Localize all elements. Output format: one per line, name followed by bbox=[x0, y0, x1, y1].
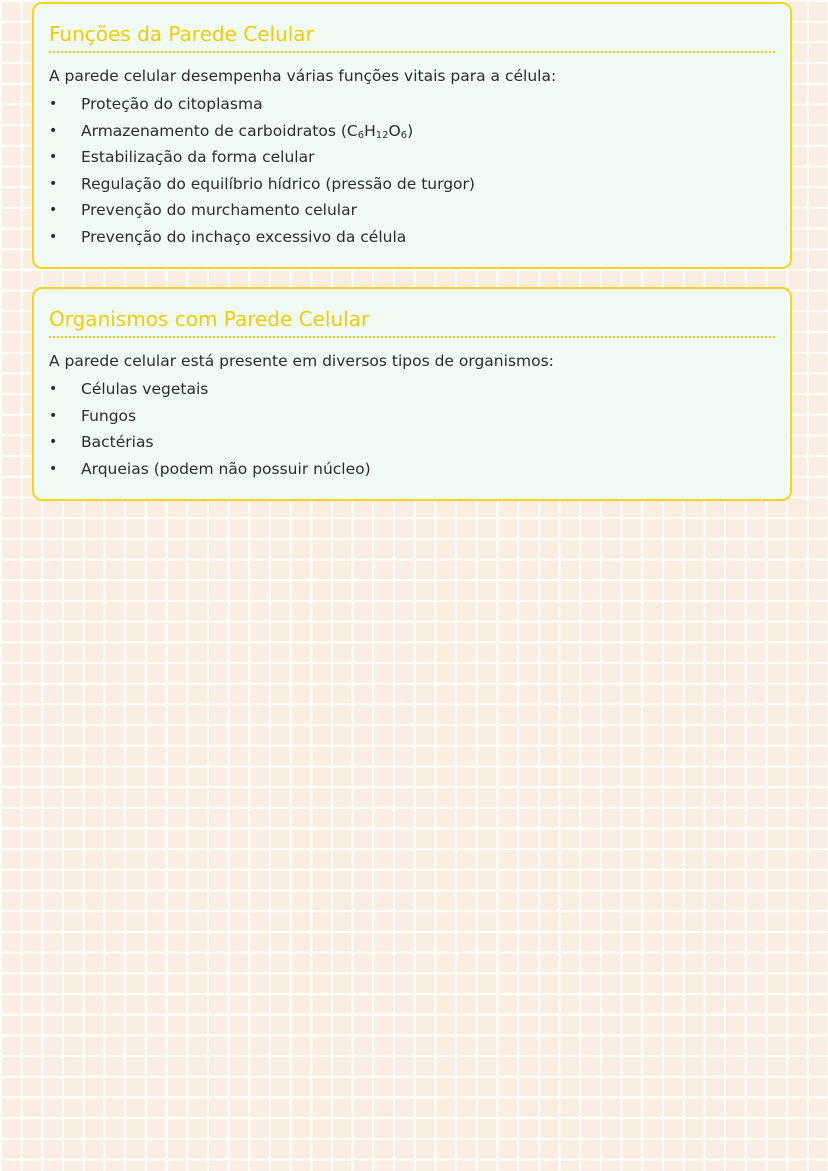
bullet-icon: • bbox=[49, 202, 58, 219]
bullet-icon: • bbox=[49, 381, 58, 397]
list-item-text: Regulação do equilíbrio hídrico (pressão de turgor) bbox=[81, 174, 475, 193]
functions-intro: A parede celular desempenha várias funções vitais para a célula: bbox=[49, 67, 557, 85]
bullet-icon: • bbox=[49, 460, 58, 477]
list-item-text: Proteção do citoplasma bbox=[81, 95, 263, 113]
organisms-title: Organismos com Parede Celular bbox=[49, 306, 775, 338]
list-item-text: Estabilização da forma celular bbox=[81, 148, 315, 167]
organisms-list bbox=[49, 376, 775, 482]
list-item-text: Células vegetais bbox=[81, 380, 209, 398]
functions-card bbox=[32, 2, 792, 269]
bullet-icon: • bbox=[49, 96, 58, 112]
bullet-icon: • bbox=[49, 407, 58, 424]
list-item bbox=[49, 118, 775, 145]
list-item bbox=[49, 197, 775, 224]
functions-title: Funções da Parede Celular bbox=[49, 21, 775, 53]
list-item-text: Fungos bbox=[81, 406, 137, 425]
bullet-icon: • bbox=[49, 228, 58, 245]
list-item bbox=[49, 376, 775, 403]
functions-list bbox=[49, 91, 775, 251]
list-item bbox=[49, 224, 775, 251]
organisms-card bbox=[32, 287, 792, 501]
list-item bbox=[49, 91, 775, 118]
list-item bbox=[49, 144, 775, 171]
list-item bbox=[49, 171, 775, 198]
list-item bbox=[49, 456, 775, 483]
list-item-text: Prevenção do murchamento celular bbox=[81, 201, 357, 220]
list-item-text: Armazenamento de carboidratos $(C_6H_{12}O_6)$ bbox=[81, 121, 414, 141]
list-item-text: Arqueias (podem não possuir núcleo) bbox=[81, 459, 371, 478]
organisms-intro: A parede celular está presente em diversos tipos de organismos: bbox=[49, 352, 554, 370]
bullet-icon: • bbox=[49, 434, 58, 451]
list-item-text: Bactérias bbox=[81, 433, 154, 452]
list-item-text: Prevenção do inchaço excessivo da célula bbox=[81, 227, 407, 246]
bullet-icon: • bbox=[49, 149, 58, 166]
list-item bbox=[49, 429, 775, 456]
list-item bbox=[49, 403, 775, 430]
bullet-icon: • bbox=[49, 175, 58, 192]
bullet-icon: • bbox=[49, 122, 58, 139]
